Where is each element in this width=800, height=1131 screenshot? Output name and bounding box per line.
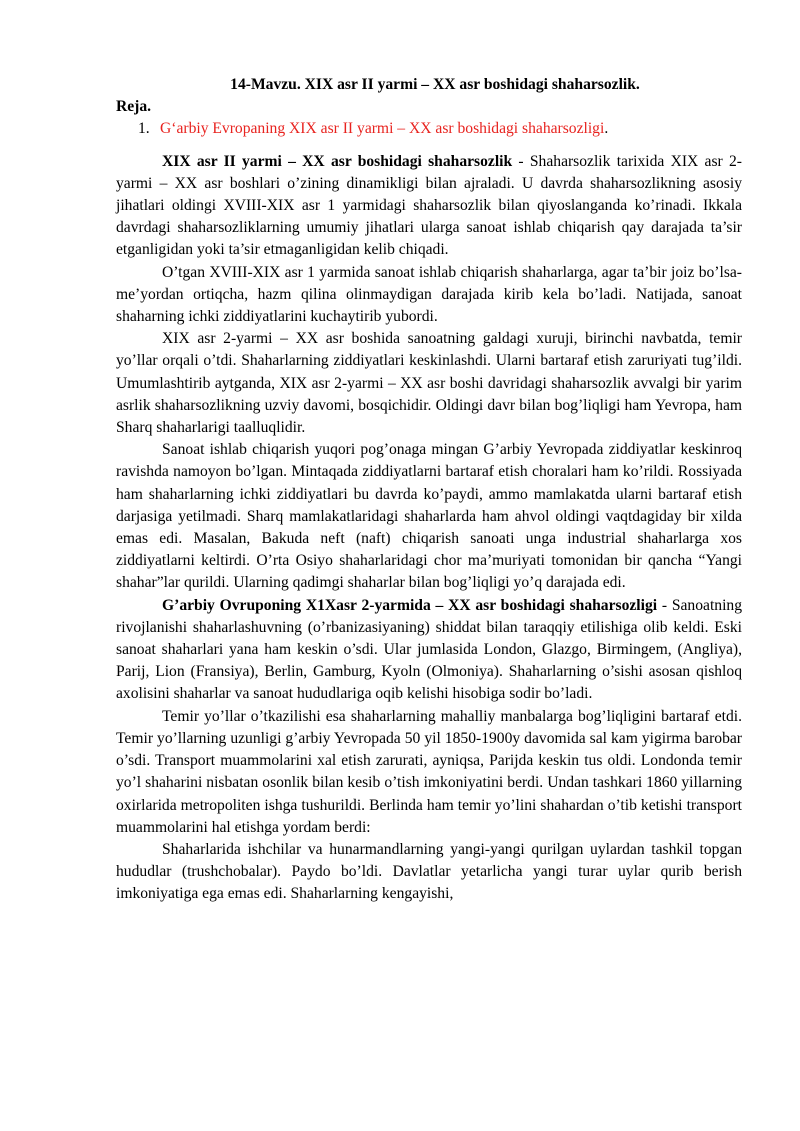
plan-item-end: .	[604, 120, 609, 138]
document-page	[116, 74, 742, 906]
paragraph-3	[116, 328, 742, 439]
paragraph-6-text: Temir yo’llar o’tkazilishi esa shaharlarning mahalliy manbalarga bog’liqligini bartaraf etdi. Temir yo’llarning uzunligi g’arbiy Yevropada 50 yil 1850-1900y davomida sal kam yigirma barobar o’sdi. Transport muammolarini xal etish zarurati, ayniqsa, Parijda keskin tus oldi. Londonda temir yo’l shaharini nisbatan osonlik bilan kesib o’tish imkoniyatini berdi. Undan tashkari 1860 yillarning oxirlarida metropoliten ishga tushurildi. Berlinda ham temir yo’lini shahardan o’tib ketishi transport muammolarini hal etishga yordam berdi:	[116, 707, 742, 836]
paragraph-5	[116, 595, 742, 706]
paragraph-4-text: Sanoat ishlab chiqarish yuqori pog’onaga mingan G’arbiy Yevropada ziddiyatlar keskinroq ravishda namoyon bo’lgan. Mintaqada ziddiyatlarni bartaraf etish choralari ham ko’rildi. Rossiyada ham shaharlarning ichki ziddiyatlari bu davrda ko’paydi, ammo mamlakatda ularni bartaraf etish darjasiga yetilmadi. Sharq mamlakatlaridagi shaharlarda ham ahvol oldingi vaqtdagiday bir xilda emas edi. Masalan, Bakuda neft (naft) chiqarish sanoati unga industrial shaharlarga xos ziddiyatlarni keltirdi. O’rta Osiyo shaharlaridagi chor ma’muriyati tomonidan bir qancha “Yangi shahar”lar qurildi. Ularning qadimgi shaharlar bilan bog’liqligi yo’q darajada edi.	[116, 441, 742, 592]
paragraph-1	[116, 151, 742, 262]
plan-heading: Reja.	[116, 98, 152, 116]
paragraph-1-text: - Shaharsozlik tarixida XIX asr 2-yarmi – XX asr boshlari o’zining dinamikligi bilan ajraladi. U davrda shaharsozlikning asosiy jihatlari oldingi XVIII-XIX asr 1 yarmidagi shaharsozlik bilan qiyoslanganda ko’rinadi. Ikkala davrdagi shaharsozliklarning umumiy jihatlari ularga sanoat ishlab chiqarish qay darajada ta’sir etganligidan yoki ta’sir etmaganligidan kelib chiqadi.	[116, 152, 742, 259]
paragraph-5-heading: G’arbiy Ovruponing X1Xasr 2-yarmida – XX asr boshidagi shaharsozligi	[162, 596, 658, 614]
paragraph-5-text: - Sanoatning rivojlanishi shaharlashuvning (o’rbanizasiyaning) shiddat bilan taraqqiy etilishiga olib keldi. Eski sanoat shaharlari yana ham keskin o’sdi. Ular jumlasida London, Glazgo, Birmingem, (Angliya), Parij, Lion (Fransiya), Berlin, Gamburg, Kyoln (Olmoniya). Shaharlarning o’sishi asosan qishloq axolisini shaharlar va sanoat hududlariga oqib kelishi hisobiga sodir bo’ladi.	[116, 596, 742, 703]
paragraph-1-heading: XIX asr II yarmi – XX asr boshidagi shaharsozlik	[162, 152, 513, 170]
plan-item	[116, 118, 742, 140]
plan-item-text: G‘arbiy Evropaning XIX asr II yarmi – XX asr boshidagi shaharsozligi	[160, 120, 605, 138]
document-title: 14-Mavzu. XIX asr II yarmi – XX asr boshidagi shaharsozlik.	[230, 76, 640, 93]
paragraph-6	[116, 706, 742, 839]
paragraph-3-text: XIX asr 2-yarmi – XX asr boshida sanoatning galdagi xuruji, birinchi navbatda, temir yo’llar orqali o’tdi. Shaharlarning ziddiyatlari keskinlashdi. Ularni bartaraf etish zaruriyati tug’ildi. Umumlashtirib aytganda, XIX asr 2-yarmi – XX asr boshi davridagi shaharsozlik avvalgi bir yarim asrlik shaharsozlikning uzviy davomi, bosqichidir. Oldingi davr bilan bog’liqligi ham Yevropa, ham Sharq shaharlarigi taalluqlidir.	[116, 330, 742, 437]
plan-list	[116, 118, 742, 140]
paragraph-4	[116, 439, 742, 594]
paragraph-7	[116, 839, 742, 906]
plan-item-number: 1.	[138, 120, 150, 138]
paragraph-7-text: Shaharlarida ishchilar va hunarmandlarning yangi-yangi qurilgan uylardan tashkil topgan hududlar (trushchobalar). Paydo bo’ldi. Davlatlar yetarlicha yangi turar uylar qurib berish imkoniyatiga ega emas edi. Shaharlarning kengayishi,	[116, 840, 742, 903]
paragraph-2-text: O’tgan XVIII-XIX asr 1 yarmida sanoat ishlab chiqarish shaharlarga, agar ta’bir joiz bo’lsa-me’yordan ortiqcha, hazm qilina olinmaydigan darajada kirib kela bo’ladi. Natijada, sanoat shaharning ichki ziddiyatlarini kuchaytirib yubordi.	[116, 263, 742, 326]
paragraph-2	[116, 262, 742, 329]
